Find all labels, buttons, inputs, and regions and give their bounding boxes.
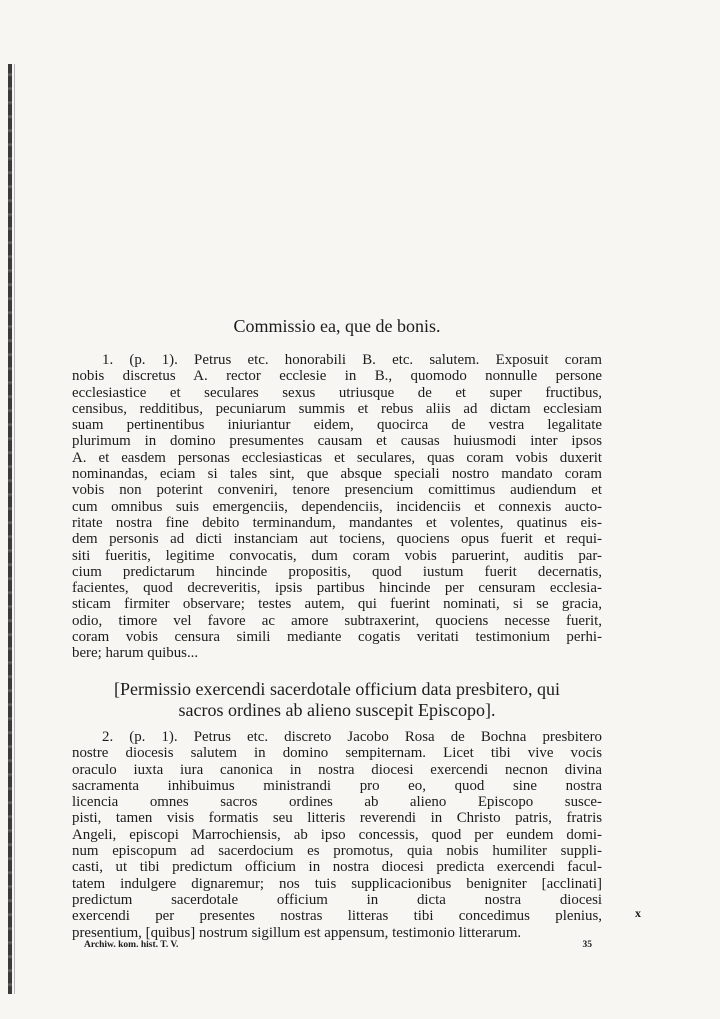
section1-line: nobis discretus A. rector ecclesie in B., quomodo nonnulle persone [72,368,602,385]
section-1-title: Commissio ea, que de bonis. [233,316,441,336]
section2-line: num episcopum ad sacerdocium es promotus, quia nobis humiliter suppli- [72,843,602,860]
section1-line: bere; harum quibus... [72,645,199,662]
section1-line: plurimum in domino presumentes causam et causas huiusmodi inter ipsos [72,433,602,450]
section2-line: pisti, tamen visis formatis seu litteris reverendi in Christo patris, fratris [72,810,602,827]
section1-line: siti fueritis, legitime convocatis, dum coram vobis paruerint, auditis par- [72,547,602,564]
section1-line: suam pertinentibus iniuriantur eidem, quocirca de vestra legalitate [72,417,602,434]
section-2-title [72,679,602,721]
section2-line: oraculo iuxta iura canonica in nostra diocesi exercendi necnon divina [72,761,602,778]
section1-line: facientes, quod decreveritis, ipsis partibus hincinde per censuram ecclesia- [72,580,602,597]
section1-line: odio, timore vel favore ac amore subtraxerint, quociens necesse fuerit, [72,612,602,629]
footer-source: Archiw. kom. hist. T. V. [84,940,179,950]
section2-line: exercendi per presentes nostras litteras tibi concedimus plenius, [72,908,602,925]
section2-line: nostre diocesis salutem in domino sempiternam. Licet tibi vive vocis [72,745,602,762]
section2-line: tatem indulgere dignaremur; nos tuis supplicacionibus benigniter [acclinati] [72,875,602,892]
section-1-body [72,352,602,662]
scan-binding-edge [8,64,12,994]
section-2-title-line-2: sacros ordines ab alieno suscepit Episcopo]. [178,700,496,720]
section1-line: 1. (p. 1). Petrus etc. honorabili B. etc. salutem. Exposuit coram [102,352,602,368]
scan-binding-shadow [14,64,15,994]
section1-line: A. et easdem personas ecclesiasticas et seculares, quas coram vobis duxerit [72,449,602,466]
section2-line: Angeli, episcopi Marrochiensis, ab ipso concessis, quod per eundem domi- [72,826,602,843]
page-number: 35 [582,940,592,950]
section-2-body [72,729,602,941]
margin-mark: x [635,906,641,920]
section2-line: predictum sacerdotale officium in dicta nostra diocesi [72,891,602,908]
section1-line: dem personis ad dicti instanciam aut tociens, quociens opus fuerit et requi- [72,531,602,548]
section1-line: nominandas, eciam si tales sint, que absque speciali nostro mandato coram [72,466,602,483]
section1-line: censibus, redditibus, pecuniarum summis et rebus aliis ad dictam ecclesiam [72,400,602,417]
section-2-title-line-1: [Permissio exercendi sacerdotale officium data presbitero, qui [113,679,560,699]
section1-line: cum omnibus suis emergenciis, dependenciis, incidenciis et connexis aucto- [72,498,602,515]
section1-line: coram vobis censura simili mediante cogatis veritati testimonium perhi- [72,629,602,646]
section1-line: vobis non poterint conveniri, tenore presencium comittimus audiendum et [72,482,602,499]
section1-line: sticam firmiter observare; testes autem, qui fuerint nominati, si se gracia, [72,596,602,613]
section1-line: cium predictarum hincinde propositis, quod iustum fuerit decernatis, [72,563,602,580]
section1-line: ritate nostra fine debito terminandum, mandantes et volentes, quatinus eis- [72,514,602,531]
section2-line: licencia omnes sacros ordines ab alieno Episcopo susce- [72,794,602,811]
section2-line: 2. (p. 1). Petrus etc. discreto Jacobo Rosa de Bochna presbitero [102,729,602,745]
section2-line: sacramenta inhibuimus ministrandi pro eo, quod sine nostra [72,777,602,794]
section2-line: presentium, [quibus] nostrum sigillum est appensum, testimonio litterarum. [72,924,522,941]
section1-line: ecclesiastice et seculares sexus utriusque de et super fructibus, [72,384,602,401]
section2-line: casti, ut tibi predictum officium in nostra diocesi predicta exercendi facul- [72,859,602,876]
